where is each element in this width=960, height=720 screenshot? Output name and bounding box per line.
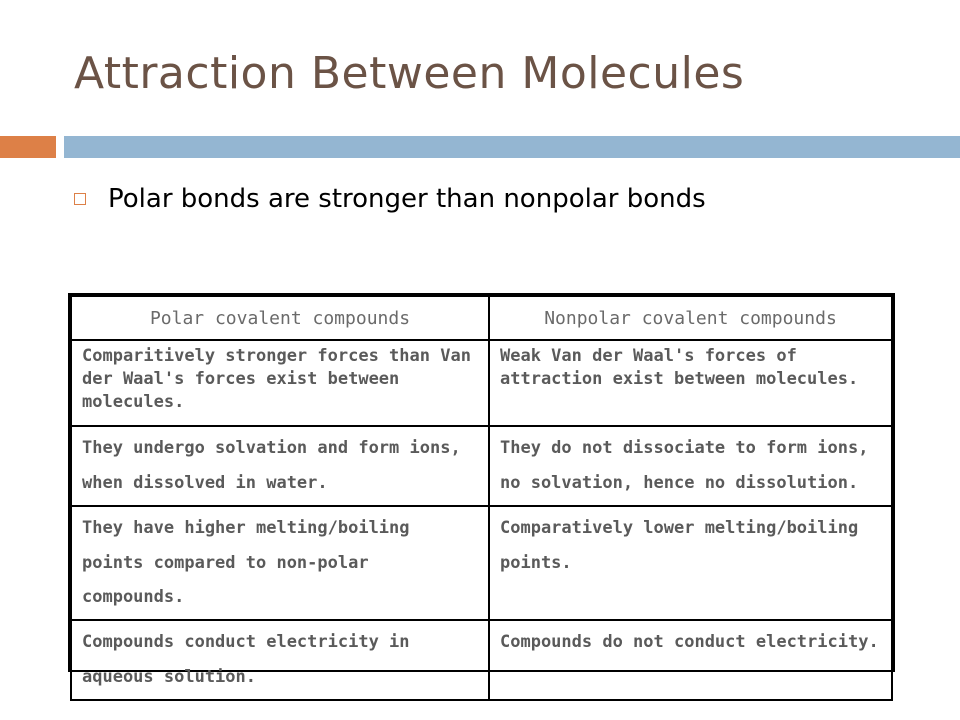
slide-title: Attraction Between Molecules bbox=[74, 48, 745, 99]
table-row bbox=[71, 506, 892, 621]
table-header-cell: Nonpolar covalent compounds bbox=[489, 296, 892, 340]
bullet-text: Polar bonds are stronger than nonpolar bonds bbox=[108, 184, 706, 214]
table-row bbox=[71, 340, 892, 426]
table-cell: Comparitively stronger forces than Van der Waal's forces exist between molecules. bbox=[71, 340, 489, 426]
comparison-table-image bbox=[68, 293, 895, 688]
square-bullet-icon bbox=[74, 193, 86, 205]
table-header-cell: Polar covalent compounds bbox=[71, 296, 489, 340]
table-cell: Compounds do not conduct electricity. bbox=[489, 620, 892, 700]
table-cell: Comparatively lower melting/boiling points. bbox=[489, 506, 892, 621]
table-cell: They undergo solvation and form ions, when dissolved in water. bbox=[71, 426, 489, 506]
bullet-item bbox=[74, 184, 706, 214]
accent-bar-orange bbox=[0, 136, 56, 158]
table-cell: They have higher melting/boiling points compared to non-polar compounds. bbox=[71, 506, 489, 621]
table-header-row bbox=[71, 296, 892, 340]
table-row bbox=[71, 426, 892, 506]
comparison-table bbox=[70, 295, 893, 701]
table-cell: Weak Van der Waal's forces of attraction exist between molecules. bbox=[489, 340, 892, 426]
table-cell: They do not dissociate to form ions, no solvation, hence no dissolution. bbox=[489, 426, 892, 506]
accent-bar-blue bbox=[64, 136, 960, 158]
table-row bbox=[71, 620, 892, 700]
table-cell: Compounds conduct electricity in aqueous solution. bbox=[71, 620, 489, 700]
